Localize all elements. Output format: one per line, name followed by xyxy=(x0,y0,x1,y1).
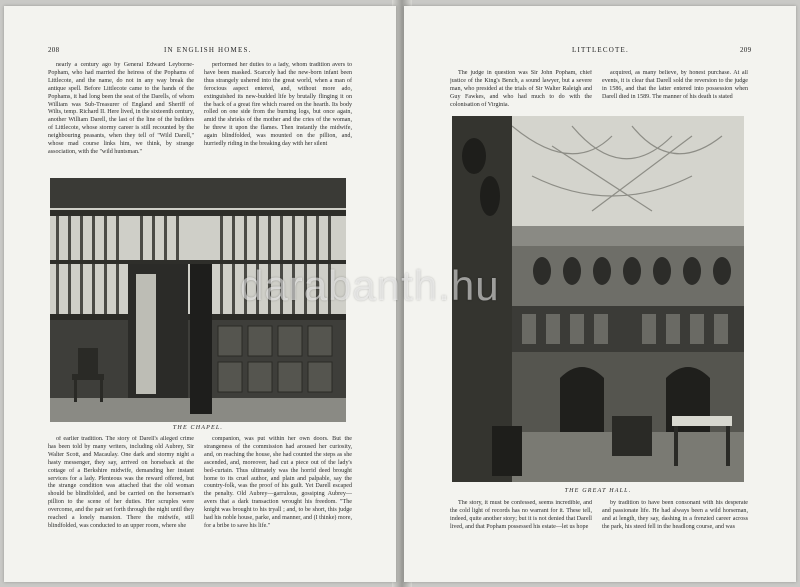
caption-the-great-hall: THE GREAT HALL. xyxy=(564,488,632,494)
right-top-column-1: The judge in question was Sir John Popham, chief justice of the King's Bench, a sound lawyer, but a severe man, who presided at the trials of Sir Walter Raleigh and Guy Fawkes, and who had much to do with the colonisation of Virginia. xyxy=(450,70,592,108)
page-number-left: 208 xyxy=(48,46,60,54)
watermark-text: darabanth.hu xyxy=(240,262,500,309)
left-bottom-column-1: of earlier tradition. The story of Darell's alleged crime has been told by many writers, including old Aubrey, Sir Walter Scott, and Macaulay. One dark and stormy night a hasty messenger, they say, arrived on horseback at the cottage of a Berkshire midwife, demanding her instant services for a lady. Plenteous was the reward offered, but the strange condition was attached that the old woman should be blindfolded, and be carried on the horseman's pillion to the scene of her duties. Her scruples were overcome, and the pair set forth through the night until they reached a lonely mansion. There the midwife, still blindfolded, was conducted to an upper room, where she xyxy=(48,436,194,529)
left-top-column-1: nearly a century ago by General Edward Leyborne-Popham, who had married the heiress of the Pophams of Littlecote, and the name, do not in any way break the antique spell. Before Littlecote came to the hands of the Pophams, it had long been the seat of the Darells, of whom William was Sub-Treasurer of England and Sheriff of Wilts, temp. Richard II. Here lived, in the sixteenth century, another William Darell, the last of the line of the builders of Littlecote, whose stormy career is still recounted by the neighbouring peasants, when they tell of "Wild Darell," whose mad course links him, we think, by strange association, with the "wild huntsman." xyxy=(48,62,194,155)
right-bottom-column-2: by tradition to have been consonant with his desperate and passionate life. He had always been a wild horseman, and at length, they say, dashing in a frenzied career across the park, his steed fell in the headlong course, and was xyxy=(602,500,748,530)
right-top-column-2: acquired, as many believe, by honest purchase. At all events, it is clear that Darell sold the reversion to the judge in 1586, and that the latter entered into possession when Darell died in 1589. The manner of his death is stated xyxy=(602,70,748,100)
right-bottom-column-1: The story, it must be confessed, seems incredible, and the cold light of records has no warrant for it. These tell, indeed, quite another story; but it is not denied that Darell lived, and that Popham possessed his estate—let us hope xyxy=(450,500,592,530)
running-head-left: IN ENGLISH HOMES. xyxy=(164,46,252,54)
caption-the-chapel: THE CHAPEL. xyxy=(172,425,224,431)
page-number-right: 209 xyxy=(740,46,752,54)
left-bottom-column-2: companion, was put within her own doors. But the strangeness of the commission had aroused her curiosity, and, on reaching the house, she had counted the steps as she ascended, and, moreover, had cut a piece out of the lady's bed-curtain. Thus ultimately was the horrid deed brought home to its cruel author, and plain and palpable, say the country-folk, was the proof of his guilt. Yet Darell escaped the penalty. Old Aubrey—garrulous, gossiping Aubrey—avers that a dark transaction wrought his freedom. "The knight was brought to his tryall ; and, to be short, this judge had his noble house, parke, and manner, and (I thinke) more, for a bribe to save his life." xyxy=(204,436,352,529)
running-head-right: LITTLECOTE. xyxy=(572,46,629,54)
left-top-column-2: performed her duties to a lady, whom tradition avers to have been masked. Scarcely had the new-born infant been thus strangely ushered into the great world, when a man of ferocious aspect entered, and, without more ado, extinguished its new-budded life by brutally flinging it on the back of a great fire which roared on the hearth. Its body rolled on one side from the burning logs, but once again, amid the shrieks of the mother and the cries of the woman, he threw it upon the flames. Then instantly the midwife, again blindfolded, was mounted on the pillion, and, hurriedly riding in the breaking day with her silent xyxy=(204,62,352,148)
